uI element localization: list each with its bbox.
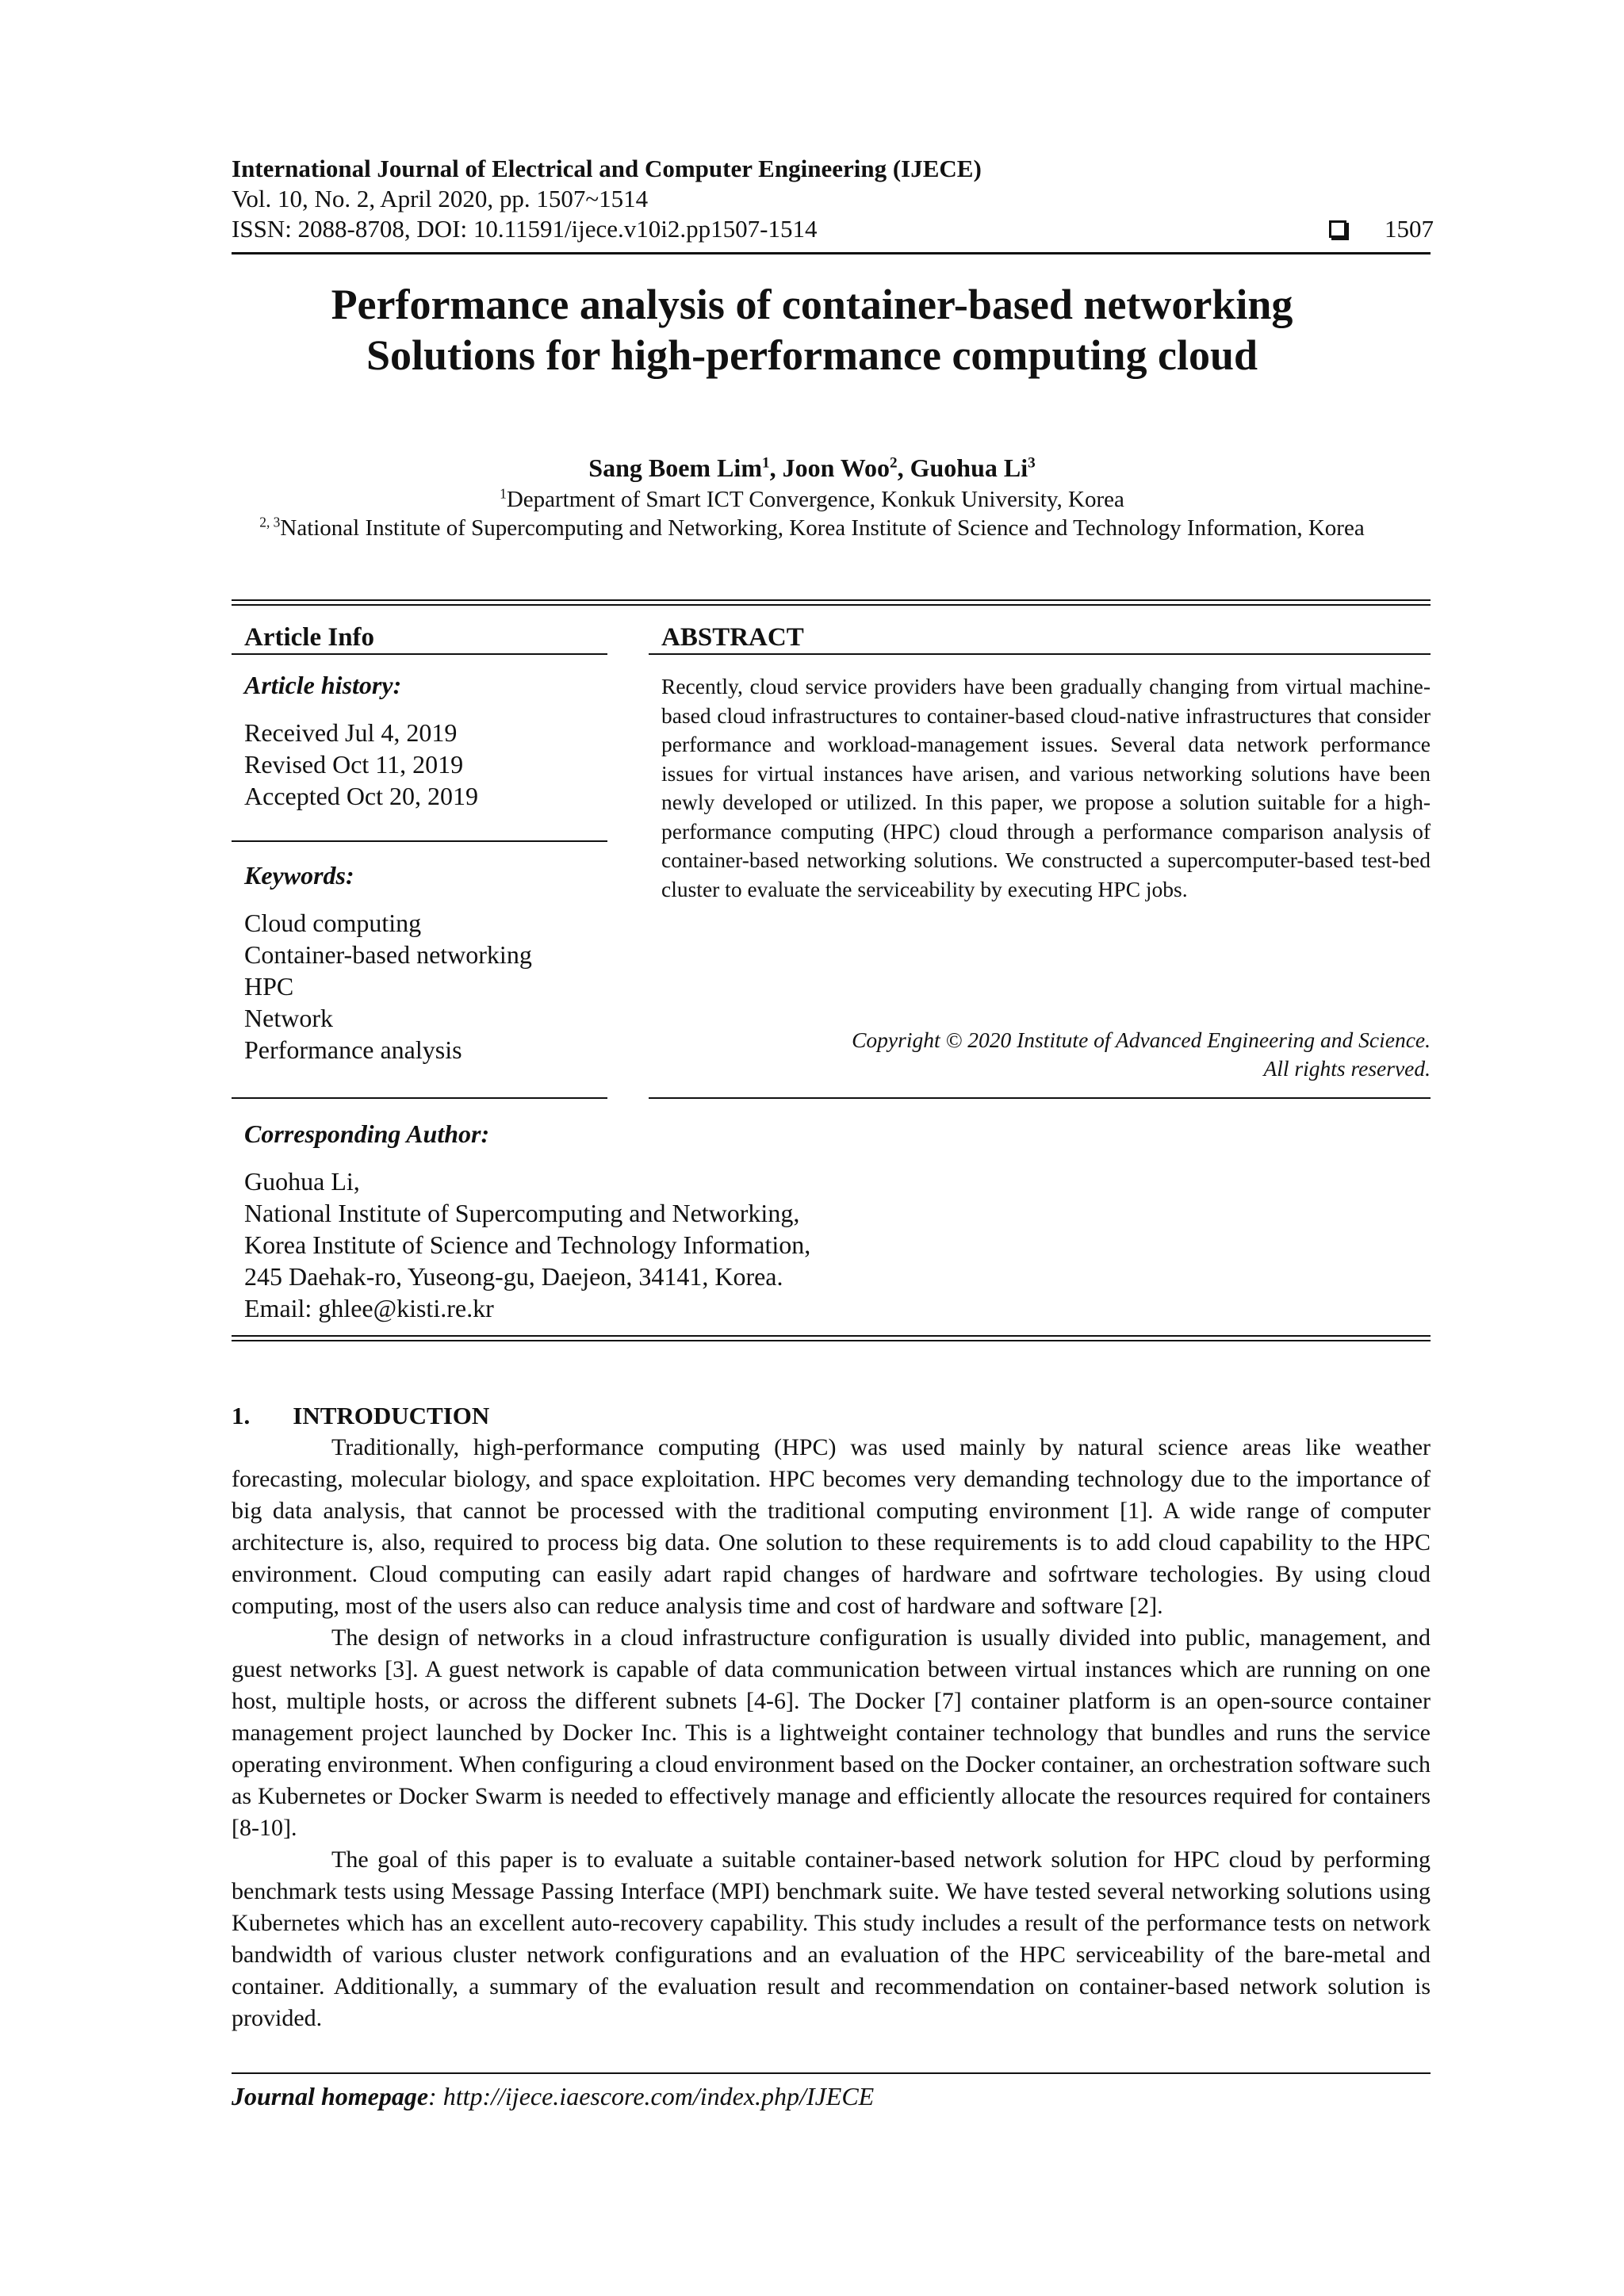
journal-name: International Journal of Electrical and Computer Engineering (IJECE) — [232, 155, 982, 182]
info-box-bottom-rule-2 — [232, 1340, 1431, 1341]
revised-date: Revised Oct 11, 2019 — [244, 750, 464, 779]
abstract-text: Recently, cloud service providers have been gradually changing from virtual machine-based cloud infrastructures to container-based cloud-native infrastructures that consider performance and workload-management issues. Several data network performance issues for virtual instances have arisen, and various networking solutions have been newly developed or utilized. In this paper, we propose a solution suitable for a high-performance computing (HPC) cloud through a performance comparison analysis of container-based networking solutions. We constructed a supercomputer-based test-bed cluster to evaluate the serviceability by executing HPC jobs. — [661, 674, 1431, 901]
volume-line: Vol. 10, No. 2, April 2020, pp. 1507~1514 — [232, 185, 649, 212]
abstract-heading: ABSTRACT — [661, 623, 804, 652]
corresponding-email: Email: ghlee@kisti.re.kr — [244, 1294, 494, 1322]
corresponding-line: Korea Institute of Science and Technology Information, — [244, 1230, 811, 1259]
journal-homepage-link[interactable]: http://ijece.iaescore.com/index.php/IJECE — [442, 2082, 875, 2110]
keyword-item: Network — [244, 1004, 333, 1032]
section-number: 1. — [232, 1402, 251, 1429]
affiliation-1 — [0, 485, 1624, 514]
affiliation-2-text: National Institute of Supercomputing and Networking, Korea Institute of Science and Technology Information, Korea — [280, 515, 1365, 541]
article-history-heading: Article history: — [244, 671, 402, 699]
author-3-sup: 3 — [1028, 454, 1036, 472]
author-1: Sang Boem Lim — [588, 453, 762, 482]
abstract-rule — [649, 653, 1431, 655]
corresponding-author-heading: Corresponding Author: — [244, 1119, 490, 1148]
issn-line: ISSN: 2088-8708, DOI: 10.11591/ijece.v10i2.pp1507-1514 — [232, 215, 818, 243]
introduction-body — [232, 1432, 1431, 2034]
paper-title-line-1: Performance analysis of container-based networking — [331, 281, 1293, 328]
author-3: Guohua Li — [910, 453, 1028, 482]
corresponding-line: Guohua Li, — [244, 1167, 360, 1196]
author-sep: , — [897, 453, 910, 482]
keyword-item: Performance analysis — [244, 1035, 462, 1064]
info-box-top-rule-1 — [232, 599, 1431, 601]
journal-homepage-colon: : — [428, 2082, 443, 2110]
journal-homepage-label: Journal homepage — [232, 2082, 429, 2110]
copyright-line-2: All rights reserved. — [1263, 1056, 1431, 1081]
page-number-area — [1329, 214, 1434, 244]
footer-rule — [232, 2072, 1431, 2074]
article-info-heading: Article Info — [244, 623, 375, 652]
accepted-date: Accepted Oct 20, 2019 — [244, 782, 479, 810]
keywords-heading: Keywords: — [244, 861, 354, 890]
affiliation-1-sup: 1 — [500, 485, 507, 502]
corresponding-line: National Institute of Supercomputing and Networking, — [244, 1199, 800, 1227]
history-rule — [232, 840, 607, 842]
author-1-sup: 1 — [761, 454, 770, 472]
header-rule — [232, 252, 1431, 254]
introduction-paragraph: The goal of this paper is to evaluate a suitable container-based network solution for HPC cloud by performing benchmark tests using Message Passing Interface (MPI) benchmark suite. We have tested several networking solutions using Kubernetes which has an excellent auto-recovery capability. This study includes a result of the performance tests on network bandwidth of various cluster network configurations and an evaluation of the HPC serviceability of the bare-metal and container. Additionally, a summary of the evaluation result and recommendation on container-based network solution is provided. — [232, 1846, 1431, 2031]
received-date: Received Jul 4, 2019 — [244, 718, 458, 747]
corresponding-line: 245 Daehak-ro, Yuseong-gu, Daejeon, 34141, Korea. — [244, 1262, 783, 1291]
keyword-item: Container-based networking — [244, 940, 532, 969]
author-2: Joon Woo — [782, 453, 891, 482]
introduction-paragraph: The design of networks in a cloud infrastructure configuration is usually divided into public, management, and guest networks [3]. A guest network is capable of data communication between virtual instances which are running on one host, multiple hosts, or across the different subnets [4-6]. The Docker [7] container platform is an open-source container management project launched by Docker Inc. This is a lightweight container technology that bundles and runs the service operating environment. When configuring a cloud environment based on the Docker container, an orchestration software such as Kubernetes or Docker Swarm is needed to effectively manage and efficiently allocate the resources required for containers [8-10]. — [232, 1624, 1431, 1841]
info-box-bottom-rule-1 — [232, 1335, 1431, 1337]
author-2-sup: 2 — [890, 454, 898, 472]
checkbox-square-icon — [1329, 220, 1346, 238]
keywords-rule — [232, 1097, 607, 1099]
keyword-item: HPC — [244, 972, 294, 1001]
author-sep: , — [769, 453, 783, 482]
article-info-rule — [232, 653, 607, 655]
introduction-paragraph: Traditionally, high-performance computing (HPC) was used mainly by natural science areas like weather forecasting, molecular biology, and space exploitation. HPC becomes very demanding technology due to the importance of big data analysis, that cannot be processed with the traditional computing environment [1]. A wide range of computer architecture is, also, required to process big data. One solution to these requirements is to add cloud capability to the HPC environment. Cloud computing can easily adart rapid changes of hardware and sofrtware techologies. By using cloud computing, most of the users also can reduce analysis time and cost of hardware and software [2]. — [232, 1434, 1431, 1619]
journal-homepage — [232, 2082, 874, 2111]
section-title: INTRODUCTION — [293, 1402, 490, 1429]
abstract-bottom-rule — [649, 1097, 1431, 1099]
keyword-item: Cloud computing — [244, 909, 422, 937]
author-list — [0, 453, 1624, 482]
info-box-top-rule-2 — [232, 604, 1431, 606]
page-number: 1507 — [1385, 215, 1434, 243]
copyright-line-1: Copyright © 2020 Institute of Advanced Engineering and Science. — [852, 1027, 1431, 1052]
paper-title-line-2: Solutions for high-performance computing cloud — [366, 331, 1258, 379]
affiliation-2-sup: 2, 3 — [259, 514, 281, 530]
section-heading-introduction — [232, 1400, 489, 1432]
affiliation-2 — [0, 514, 1624, 542]
affiliation-1-text: Department of Smart ICT Convergence, Konkuk University, Korea — [506, 487, 1124, 512]
